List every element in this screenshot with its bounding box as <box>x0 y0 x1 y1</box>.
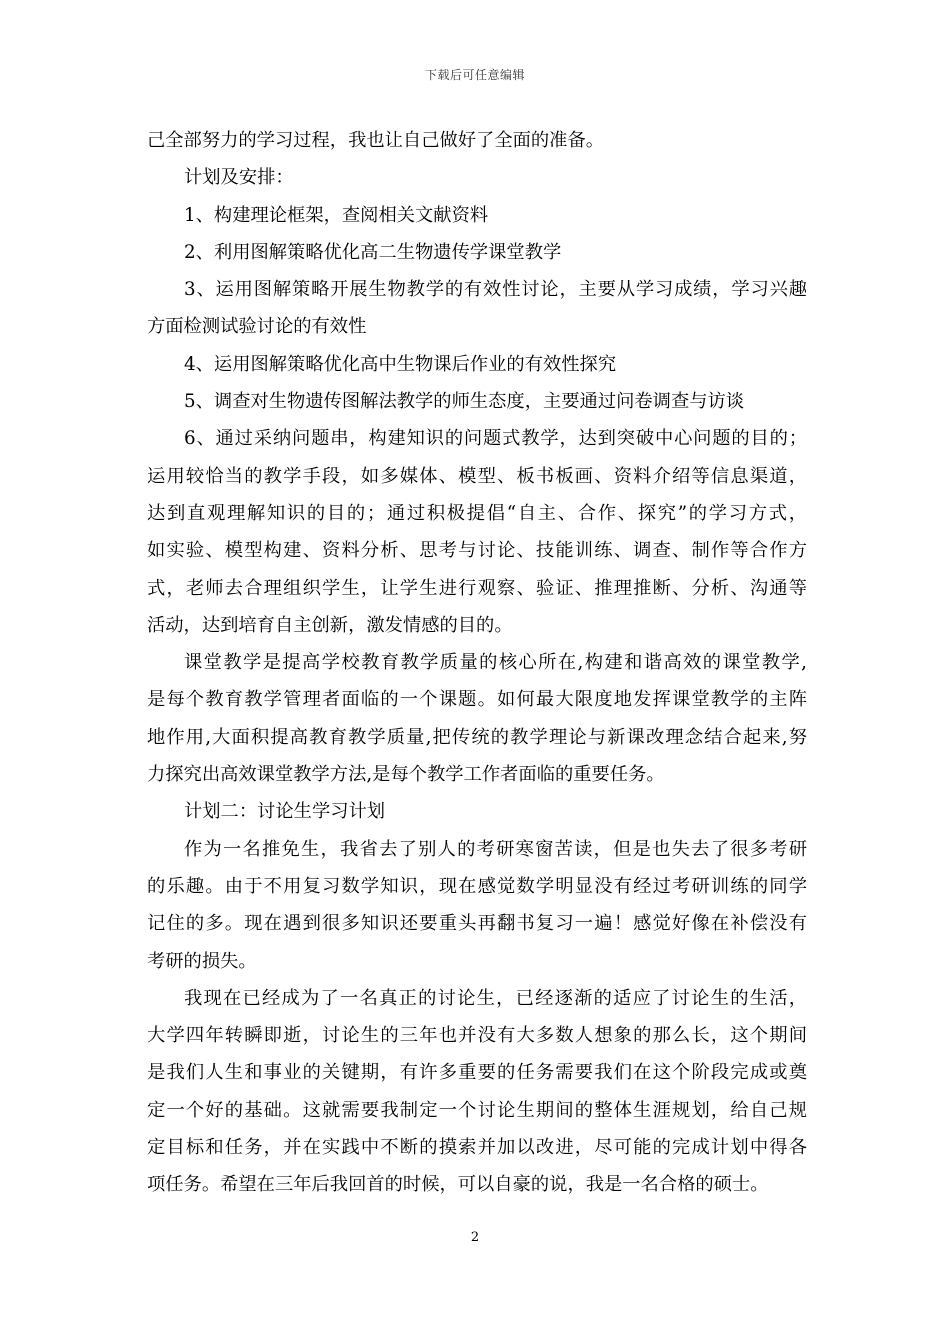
text-line: 作为一名推免生，我省去了别人的考研寒窗苦读，但是也失去了很多考研 <box>184 838 807 860</box>
text-line: 己全部努力的学习过程，我也让自己做好了全面的准备。 <box>147 130 605 151</box>
text-line: 计划二：讨论生学习计划 <box>184 801 386 823</box>
text-line: 力探究出高效课堂教学方法,是每个教学工作者面临的重要任务。 <box>147 764 665 786</box>
text-line: 是我们人生和事业的关键期，有许多重要的任务需要我们在这个阶段完成或奠 <box>147 1062 807 1084</box>
text-line: 式，老师去合理组织学生，让学生进行观察、验证、推理推断、分析、沟通等 <box>147 577 807 599</box>
text-line: 我现在已经成为了一名真正的讨论生，已经逐渐的适应了讨论生的生活， <box>184 987 807 1009</box>
text-line: 定一个好的基础。这就需要我制定一个讨论生期间的整体生涯规划，给自己规 <box>147 1099 807 1121</box>
text-line: 地作用,大面积提高教育教学质量,把传统的教学理论与新课改理念结合起来,努 <box>147 726 807 748</box>
text-line: 6、通过采纳问题串，构建知识的问题式教学，达到突破中心问题的目的； <box>184 428 807 450</box>
text-line: 如实验、模型构建、资料分析、思考与讨论、技能训练、调查、制作等合作方 <box>147 540 807 562</box>
text-line: 定目标和任务，并在实践中不断的摸索并加以改进，尽可能的完成计划中得各 <box>147 1137 807 1159</box>
text-line: 的乐趣。由于不用复习数学知识，现在感觉数学明显没有经过考研训练的同学 <box>147 875 807 897</box>
text-line: 活动，达到培育自主创新，激发情感的目的。 <box>147 614 513 636</box>
text-line: 项任务。希望在三年后我回首的时候，可以自豪的说，我是一名合格的硕士。 <box>147 1174 769 1196</box>
text-line: 记住的多。现在遇到很多知识还要重头再翻书复习一遍！感觉好像在补偿没有 <box>147 913 807 935</box>
text-line: 3、运用图解策略开展生物教学的有效性讨论，主要从学习成绩，学习兴趣 <box>184 279 807 301</box>
text-line: 达到直观理解知识的目的；通过积极提倡“自主、合作、探究”的学习方式， <box>147 502 807 524</box>
text-line: 课堂教学是提高学校教育教学质量的核心所在,构建和谐高效的课堂教学, <box>184 652 807 674</box>
document-body <box>147 122 807 1204</box>
text-line: 考研的损失。 <box>147 950 257 972</box>
page-number: 2 <box>470 1230 480 1245</box>
text-line: 5、调查对生物遗传图解法教学的师生态度，主要通过问卷调查与访谈 <box>184 391 745 413</box>
text-line: 计划及安排： <box>184 167 294 189</box>
text-line: 是每个教育教学管理者面临的一个课题。如何最大限度地发挥课堂教学的主阵 <box>147 689 807 711</box>
text-line: 方面检测试验讨论的有效性 <box>147 316 367 338</box>
text-line: 大学四年转瞬即逝，讨论生的三年也并没有大多数人想象的那么长，这个期间 <box>147 1025 807 1047</box>
text-line: 运用较恰当的教学手段，如多媒体、模型、板书板画、资料介绍等信息渠道， <box>147 465 807 487</box>
text-line: 4、运用图解策略优化高中生物课后作业的有效性探究 <box>184 353 617 375</box>
text-line: 2、利用图解策略优化高二生物遗传学课堂教学 <box>184 241 562 263</box>
page-header: 下载后可任意编辑 <box>424 68 525 82</box>
text-line: 1、构建理论框架，查阅相关文献资料 <box>184 204 489 226</box>
